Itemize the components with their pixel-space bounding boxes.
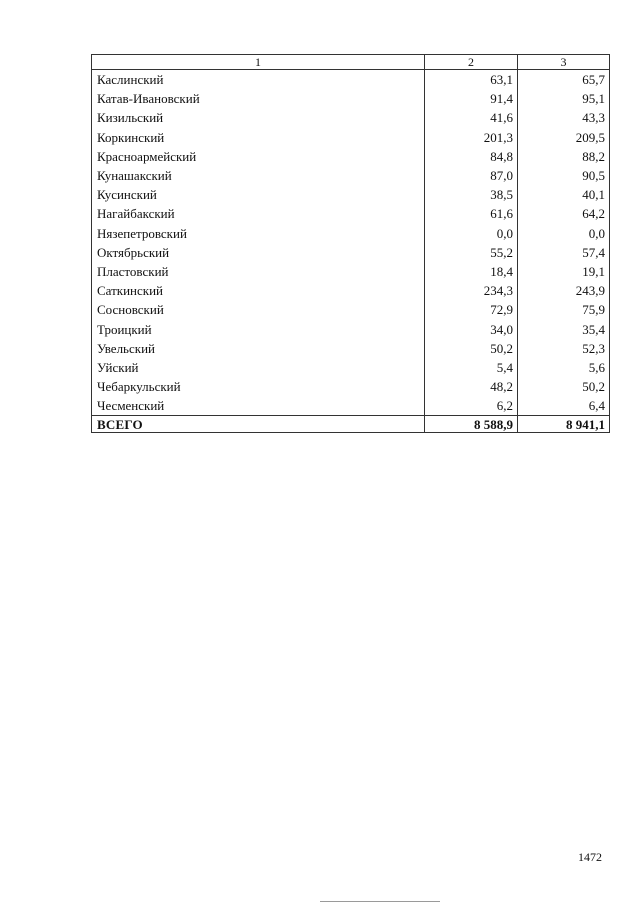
- district-name: Чебаркульский: [92, 377, 425, 396]
- table-row: [92, 358, 610, 377]
- table-header-row: [92, 55, 610, 70]
- value-col-2: 61,6: [425, 204, 518, 223]
- district-name: Пластовский: [92, 262, 425, 281]
- value-col-2: 0,0: [425, 224, 518, 243]
- table-row: [92, 281, 610, 300]
- table-row: [92, 262, 610, 281]
- district-name: Саткинский: [92, 281, 425, 300]
- value-col-3: 75,9: [518, 300, 610, 319]
- value-col-2: 6,2: [425, 396, 518, 416]
- value-col-2: 234,3: [425, 281, 518, 300]
- value-col-3: 52,3: [518, 339, 610, 358]
- value-col-2: 5,4: [425, 358, 518, 377]
- table-row: [92, 89, 610, 108]
- value-col-3: 0,0: [518, 224, 610, 243]
- table-row: [92, 108, 610, 127]
- scan-edge-divider: [320, 901, 440, 902]
- table-row: [92, 300, 610, 319]
- value-col-2: 18,4: [425, 262, 518, 281]
- total-col-2: 8 588,9: [425, 416, 518, 433]
- page-number: 1472: [578, 850, 602, 864]
- value-col-3: 90,5: [518, 166, 610, 185]
- value-col-3: 40,1: [518, 185, 610, 204]
- district-name: Увельский: [92, 339, 425, 358]
- value-col-3: 88,2: [518, 147, 610, 166]
- column-header-3: 3: [518, 55, 610, 70]
- district-name: Кусинский: [92, 185, 425, 204]
- district-name: Октябрьский: [92, 243, 425, 262]
- table-row: [92, 339, 610, 358]
- table-row: [92, 166, 610, 185]
- district-name: Нагайбакский: [92, 204, 425, 223]
- district-name: Кунашакский: [92, 166, 425, 185]
- value-col-3: 57,4: [518, 243, 610, 262]
- total-label: ВСЕГО: [92, 416, 425, 433]
- value-col-2: 72,9: [425, 300, 518, 319]
- table-row: [92, 396, 610, 416]
- district-name: Чесменский: [92, 396, 425, 416]
- district-name: Коркинский: [92, 128, 425, 147]
- value-col-3: 35,4: [518, 319, 610, 338]
- total-col-3: 8 941,1: [518, 416, 610, 433]
- value-col-2: 55,2: [425, 243, 518, 262]
- district-name: Сосновский: [92, 300, 425, 319]
- value-col-3: 65,7: [518, 70, 610, 90]
- table-row: [92, 70, 610, 90]
- table-row: [92, 319, 610, 338]
- column-header-1: 1: [92, 55, 425, 70]
- value-col-3: 5,6: [518, 358, 610, 377]
- table-row: [92, 128, 610, 147]
- value-col-3: 64,2: [518, 204, 610, 223]
- district-name: Кизильский: [92, 108, 425, 127]
- value-col-2: 84,8: [425, 147, 518, 166]
- value-col-2: 201,3: [425, 128, 518, 147]
- district-name: Красноармейский: [92, 147, 425, 166]
- value-col-3: 19,1: [518, 262, 610, 281]
- district-name: Каслинский: [92, 70, 425, 90]
- value-col-2: 38,5: [425, 185, 518, 204]
- table-row: [92, 224, 610, 243]
- table-row: [92, 377, 610, 396]
- column-header-2: 2: [425, 55, 518, 70]
- table-row: [92, 147, 610, 166]
- value-col-3: 243,9: [518, 281, 610, 300]
- value-col-3: 43,3: [518, 108, 610, 127]
- value-col-2: 34,0: [425, 319, 518, 338]
- district-name: Троицкий: [92, 319, 425, 338]
- value-col-2: 50,2: [425, 339, 518, 358]
- value-col-3: 209,5: [518, 128, 610, 147]
- table-row: [92, 243, 610, 262]
- value-col-3: 95,1: [518, 89, 610, 108]
- table-row: [92, 185, 610, 204]
- total-row: [92, 416, 610, 433]
- value-col-2: 41,6: [425, 108, 518, 127]
- value-col-3: 6,4: [518, 396, 610, 416]
- table-body: [92, 70, 610, 433]
- value-col-2: 63,1: [425, 70, 518, 90]
- value-col-2: 91,4: [425, 89, 518, 108]
- table-row: [92, 204, 610, 223]
- data-table: [91, 54, 610, 433]
- district-name: Уйский: [92, 358, 425, 377]
- district-name: Нязепетровский: [92, 224, 425, 243]
- district-name: Катав-Ивановский: [92, 89, 425, 108]
- value-col-2: 48,2: [425, 377, 518, 396]
- value-col-3: 50,2: [518, 377, 610, 396]
- value-col-2: 87,0: [425, 166, 518, 185]
